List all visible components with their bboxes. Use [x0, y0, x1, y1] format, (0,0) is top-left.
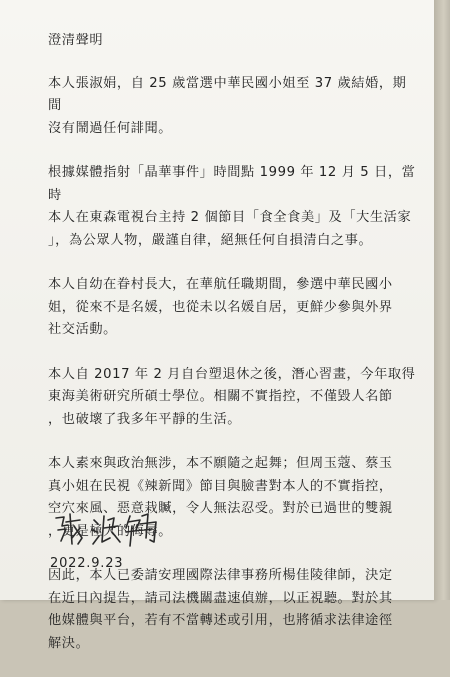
paragraph-3: 本人自幼在眷村長大，在華航任職期間，參選中華民國小 姐，從來不是名媛，也從未以名媛自居，更鮮少參與外界 社交活動。	[48, 277, 393, 337]
handwritten-signature	[52, 508, 162, 550]
paragraph-6: 因此，本人已委請安理國際法律事務所楊佳陵律師，決定 在近日內提告，請司法機關盡速偵辦，以正視聽。對於其 他媒體與平台，若有不當轉述或引用，也將循求法律途徑 解決。	[48, 568, 393, 651]
statement-title: 澄清聲明	[48, 33, 104, 48]
statement-body	[48, 30, 418, 677]
paragraph-4: 本人自 2017 年 2 月自台塑退休之後，潛心習畫，今年取得 東海美術研究所碩士學位。相關不實指控，不僅毀人名節 ，也破壞了我多年平靜的生活。	[48, 366, 416, 427]
statement-date: 2022.9.23	[50, 556, 124, 571]
paragraph-5: 本人素來與政治無涉，本不願隨之起舞；但周玉蔻、蔡玉 真小姐在民視《辣新聞》節目與臉書對本人的不實指控， 空穴來風、惡意栽贓，令人無法忍受。對於已過世的雙親 ，更是極大的侮辱。	[48, 456, 393, 539]
desk-edge	[434, 0, 450, 600]
paragraph-2: 根據媒體指射「晶華事件」時間點 1999 年 12 月 5 日，當時 本人在東森電視台主持 2 個節目「食全食美」及「大生活家 」，為公眾人物，嚴謹自律，絕無任何自損清白之事。	[48, 165, 416, 248]
paragraph-1: 本人張淑娟，自 25 歲當選中華民國小姐至 37 歲結婚，期間 沒有鬧過任何誹聞。	[48, 75, 407, 136]
